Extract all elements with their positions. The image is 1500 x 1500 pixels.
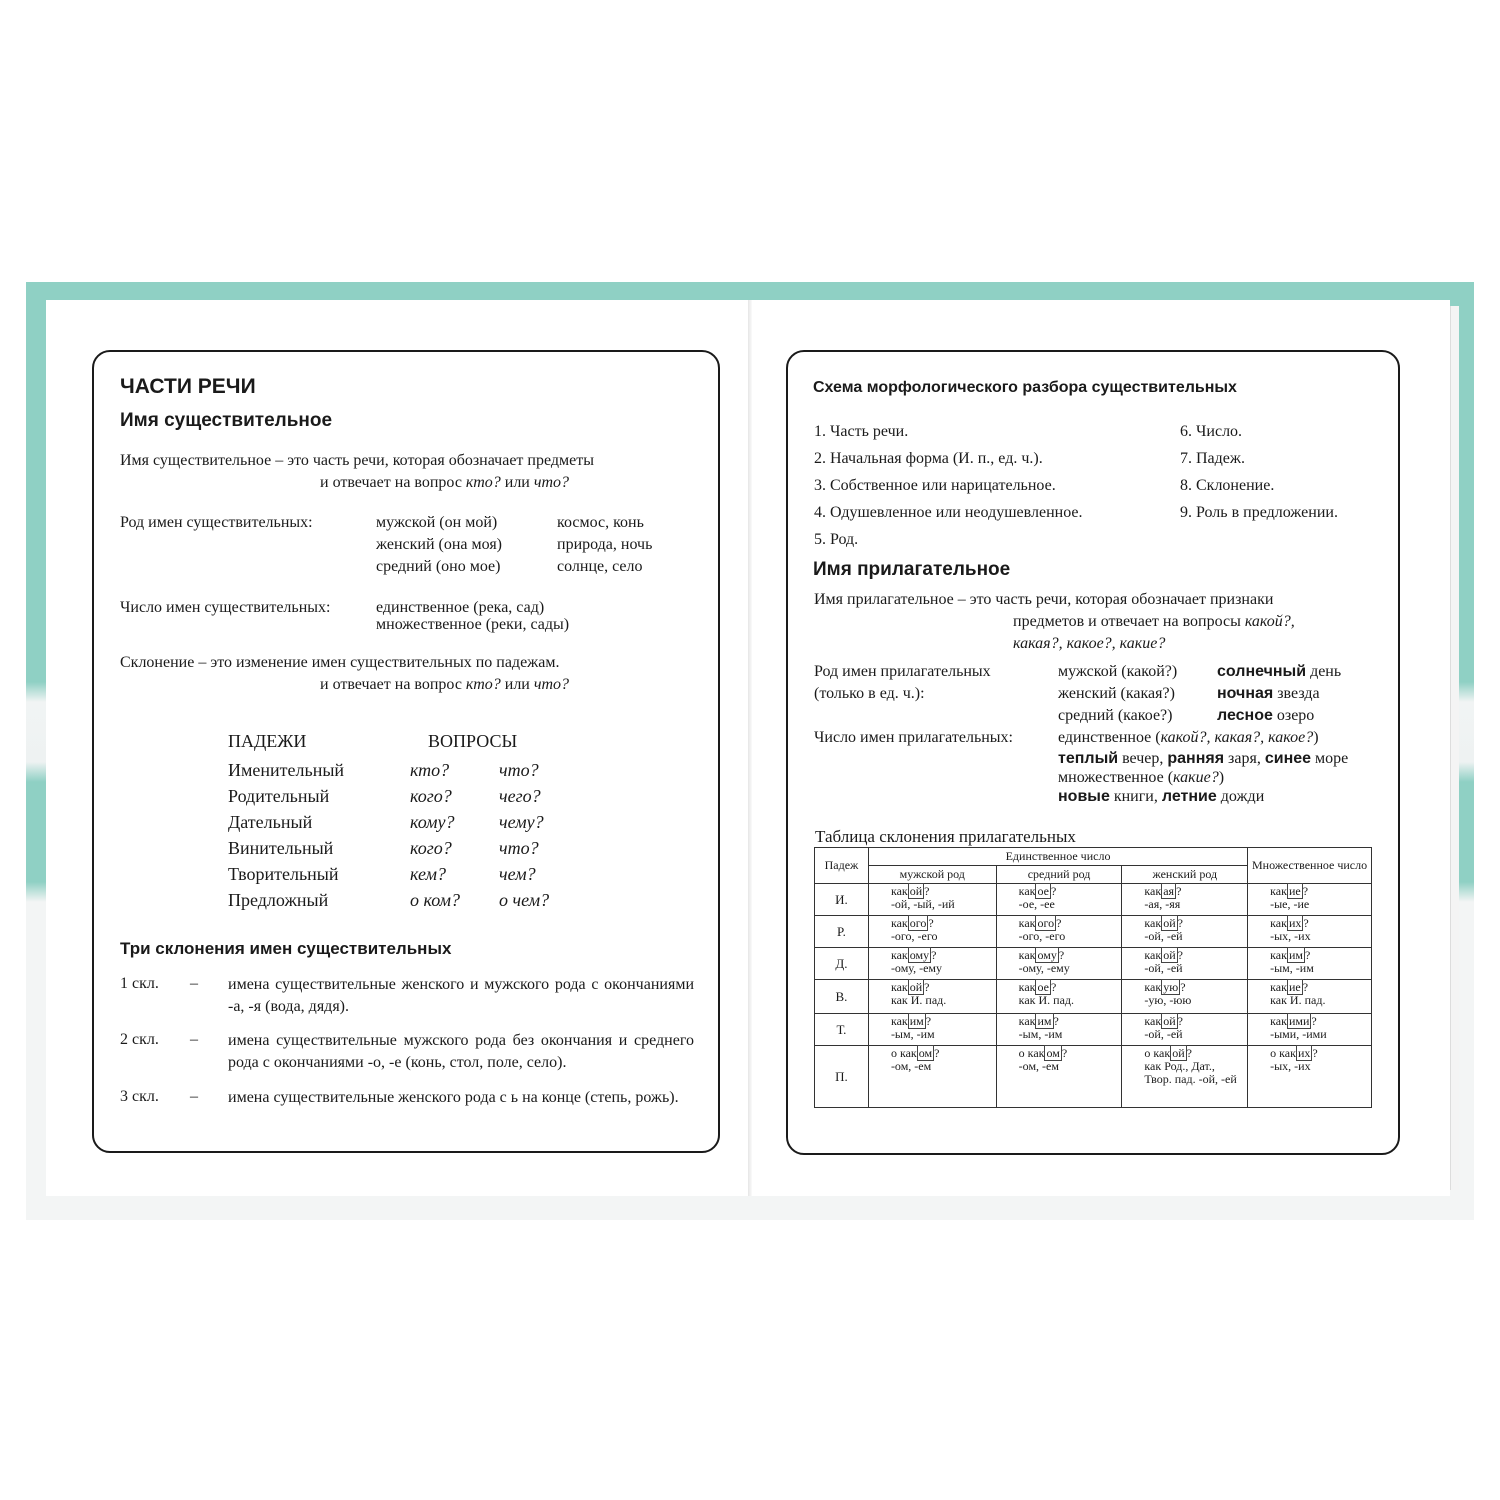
ending-forms: -ое, -ее	[1018, 897, 1055, 911]
gender-example: солнце, село	[557, 558, 643, 575]
question-word: как им ?	[890, 1014, 932, 1028]
table-row	[815, 884, 1372, 916]
ending-box: ое	[1037, 884, 1049, 898]
table-header-row	[815, 848, 1372, 866]
ending-box: ой	[1163, 948, 1176, 962]
case-question: кому?	[410, 812, 455, 832]
table-body	[815, 884, 1372, 1108]
ending-cell	[1122, 948, 1248, 980]
ending-cell	[996, 980, 1122, 1014]
declension-label: 3 скл.	[120, 1088, 159, 1105]
ending-forms: -ой, -ей	[1144, 929, 1183, 943]
case-cell: Р.	[815, 916, 869, 948]
ending-box: ой	[1172, 1046, 1185, 1060]
case-question: о ком?	[410, 890, 461, 910]
ending-cell	[1122, 1046, 1248, 1108]
cases-header: ПАДЕЖИ	[228, 731, 307, 751]
ending-forms: -ую, -юю	[1144, 993, 1192, 1007]
ending-cell	[1248, 884, 1372, 916]
three-declensions-heading: Три склонения имен существительных	[120, 939, 452, 958]
question-word: как ое ?	[1018, 884, 1057, 898]
scheme-heading: Схема морфологического разбора существительных	[813, 379, 1237, 396]
table-row	[815, 916, 1372, 948]
header-masculine: мужской род	[868, 866, 996, 884]
ending-cell	[868, 980, 996, 1014]
question-word: как ого ?	[890, 916, 934, 930]
ending-forms: как И. пад.	[1270, 993, 1326, 1007]
noun-definition-line1: Имя существительное – это часть речи, которая обозначает предметы	[120, 452, 594, 469]
header-neuter: средний род	[996, 866, 1122, 884]
question-word: как ой ?	[1144, 916, 1183, 930]
adj-singular: единственное (какой?, какая?, какое?)	[1058, 729, 1319, 746]
question-word: как ую ?	[1144, 980, 1186, 994]
header-feminine: женский род	[1122, 866, 1248, 884]
ending-cell	[868, 1046, 996, 1108]
ending-forms: -ой, -ей	[1144, 961, 1183, 975]
ending-forms: -ая, -яя	[1144, 897, 1181, 911]
scheme-item: 9. Роль в предложении.	[1180, 504, 1338, 521]
ending-forms: -ым, -им	[1270, 961, 1314, 975]
number-form: множественное (реки, сады)	[376, 616, 570, 633]
scheme-item: 6. Число.	[1180, 423, 1243, 440]
gender-name: мужской (он мой)	[376, 514, 498, 531]
case-question: чем?	[499, 864, 536, 884]
ending-forms: -ого, -его	[890, 929, 938, 943]
question-word: как ими ?	[1270, 1014, 1317, 1028]
adjective-definition-line3: какая?, какое?, какие?	[1013, 635, 1166, 652]
page-fold	[748, 300, 752, 1196]
scheme-item: 1. Часть речи.	[814, 423, 909, 440]
case-name: Родительный	[228, 786, 330, 806]
ending-cell	[868, 1014, 996, 1046]
page-edge	[1450, 306, 1459, 1190]
case-cell: Т.	[815, 1014, 869, 1046]
ending-cell	[1122, 980, 1248, 1014]
ending-forms: -ых, -их	[1270, 1059, 1311, 1073]
question-word: как ого ?	[1018, 916, 1062, 930]
case-cell: И.	[815, 884, 869, 916]
ending-box: ой	[909, 980, 923, 994]
adj-gender-example: ночная звезда	[1217, 685, 1320, 702]
ending-cell	[868, 884, 996, 916]
ending-box: их	[1288, 916, 1302, 930]
ending-forms: -ого, -его	[1018, 929, 1066, 943]
ending-box: ая	[1163, 884, 1175, 898]
adj-number-label: Число имен прилагательных:	[814, 729, 1013, 746]
table-row	[815, 1014, 1372, 1046]
ending-box: ой	[1163, 1014, 1176, 1028]
scheme-item: 4. Одушевленное или неодушевленное.	[814, 504, 1083, 521]
ending-cell	[1122, 916, 1248, 948]
question-word: о как ом ?	[890, 1046, 940, 1060]
case-question: кого?	[410, 786, 452, 806]
case-name: Творительный	[228, 864, 339, 884]
scheme-item: 5. Род.	[814, 531, 859, 548]
ending-cell	[996, 1046, 1122, 1108]
ending-box: ого	[1037, 916, 1055, 930]
ending-cell	[868, 916, 996, 948]
ending-forms: -ых, -их	[1270, 929, 1311, 943]
ending-box: им	[1037, 1014, 1052, 1028]
question-word: как им ?	[1018, 1014, 1059, 1028]
ending-box: ими	[1288, 1014, 1310, 1028]
ending-box: ую	[1163, 980, 1179, 994]
declension-text: имена существительные женского рода с ь на конце (степь, рожь).	[228, 1089, 679, 1106]
ending-box: ом	[918, 1046, 933, 1060]
declension-dash: –	[190, 1088, 198, 1105]
adj-plural: множественное (какие?)	[1058, 769, 1225, 786]
ending-cell	[1248, 948, 1372, 980]
table-row	[815, 948, 1372, 980]
ending-forms: -ым, -им	[1018, 1027, 1063, 1041]
question-word: как ому ?	[1018, 948, 1065, 962]
table-row	[815, 1046, 1372, 1108]
case-question: кто?	[410, 760, 450, 780]
ending-cell	[868, 948, 996, 980]
ending-box: им	[909, 1014, 924, 1028]
case-cell: Д.	[815, 948, 869, 980]
ending-box: ой	[909, 884, 923, 898]
declension-definition-line1: Склонение – это изменение имен существительных по падежам.	[120, 654, 560, 671]
question-word: как ой ?	[890, 884, 930, 898]
ending-forms: как Род., Дат., Твор. пад. -ой, -ей	[1144, 1059, 1237, 1086]
declension-dash: –	[190, 975, 198, 992]
question-word: как ой ?	[890, 980, 930, 994]
adjective-declension-table	[814, 847, 1372, 1108]
declension-dash: –	[190, 1031, 198, 1048]
gender-example: космос, конь	[557, 514, 644, 531]
declension-text: имена существительные женского и мужского рода с окончаниями -а, -я (вода, дядя).	[228, 976, 694, 1015]
adj-gender-label: Род имен прилагательных	[814, 663, 991, 680]
ending-forms: как И. пад.	[890, 993, 947, 1007]
ending-forms: -ые, -ие	[1270, 897, 1310, 911]
ending-cell	[1248, 980, 1372, 1014]
scheme-item: 8. Склонение.	[1180, 477, 1275, 494]
scheme-item: 7. Падеж.	[1180, 450, 1245, 467]
adj-gender-name: мужской (какой?)	[1058, 663, 1178, 680]
adj-gender-name: средний (какое?)	[1058, 707, 1173, 724]
case-question: чего?	[499, 786, 541, 806]
ending-cell	[996, 948, 1122, 980]
case-name: Дательный	[228, 812, 313, 832]
ending-box: ого	[909, 916, 927, 930]
adj-singular-examples: теплый вечер, ранняя заря, синее море	[1058, 750, 1349, 767]
adj-gender-name: женский (какая?)	[1058, 685, 1175, 702]
page-title: ЧАСТИ РЕЧИ	[120, 375, 256, 398]
case-question: о чем?	[499, 890, 550, 910]
ending-cell	[1248, 1014, 1372, 1046]
adjective-definition-line2: предметов и отвечает на вопросы какой?,	[1013, 613, 1295, 630]
case-question: чему?	[499, 812, 544, 832]
ending-forms: -ому, -ему	[890, 961, 943, 975]
ending-box: ой	[1163, 916, 1176, 930]
case-question: что?	[499, 760, 539, 780]
question-word: о как ом ?	[1018, 1046, 1068, 1060]
ending-forms: -ой, -ый, -ий	[890, 897, 955, 911]
ending-box: ому	[1037, 948, 1057, 962]
question-word: как ие ?	[1270, 884, 1309, 898]
noun-number-label: Число имен существительных:	[120, 599, 331, 616]
questions-header: ВОПРОСЫ	[428, 731, 518, 751]
case-question: кого?	[410, 838, 452, 858]
question-word: о как их ?	[1270, 1046, 1318, 1060]
question-word: как ие ?	[1270, 980, 1309, 994]
gender-name: женский (она моя)	[376, 536, 503, 553]
ending-forms: как И. пад.	[1018, 993, 1074, 1007]
ending-box: их	[1297, 1046, 1311, 1060]
ending-cell	[1248, 916, 1372, 948]
ending-box: ом	[1046, 1046, 1060, 1060]
question-word: как ому ?	[890, 948, 937, 962]
question-word: как ой ?	[1144, 1014, 1183, 1028]
question-word: как их ?	[1270, 916, 1309, 930]
header-singular: Единственное число	[868, 848, 1247, 866]
case-cell: П.	[815, 1046, 869, 1108]
declension-label: 1 скл.	[120, 975, 159, 992]
ending-box: ие	[1288, 884, 1301, 898]
ending-forms: -ым, -им	[890, 1027, 935, 1041]
ending-forms: -ом, -ем	[1018, 1059, 1059, 1073]
noun-gender-label: Род имен существительных:	[120, 514, 313, 531]
adjective-definition-line1: Имя прилагательное – это часть речи, которая обозначает признаки	[814, 591, 1274, 608]
case-question: что?	[499, 838, 539, 858]
ending-cell	[1248, 1046, 1372, 1108]
adj-gender-label-note: (только в ед. ч.):	[814, 685, 925, 702]
case-name: Винительный	[228, 838, 334, 858]
declension-text: имена существительные мужского рода без окончания и среднего рода с окончаниями -о, -е (конь, стол, поле, село).	[228, 1032, 694, 1071]
case-name: Именительный	[228, 760, 345, 780]
table-title: Таблица склонения прилагательных	[815, 827, 1076, 846]
question-word: как ое ?	[1018, 980, 1057, 994]
ending-forms: -ому, -ему	[1018, 961, 1070, 975]
ending-cell	[996, 1014, 1122, 1046]
ending-box: ому	[909, 948, 930, 962]
adj-gender-example: лесное озеро	[1217, 707, 1315, 724]
ending-box: им	[1288, 948, 1303, 962]
question-word: как ая ?	[1144, 884, 1182, 898]
ending-forms: -ом, -ем	[890, 1059, 932, 1073]
number-form: единственное (река, сад)	[376, 599, 545, 616]
declension-label: 2 скл.	[120, 1031, 159, 1048]
ending-box: ое	[1037, 980, 1049, 994]
ending-cell	[996, 884, 1122, 916]
noun-definition-line2: и отвечает на вопрос кто? или что?	[320, 474, 570, 491]
noun-heading: Имя существительное	[120, 410, 333, 431]
scheme-item: 3. Собственное или нарицательное.	[814, 477, 1056, 494]
adj-gender-example: солнечный день	[1217, 663, 1342, 680]
gender-name: средний (оно мое)	[376, 558, 501, 575]
adjective-heading: Имя прилагательное	[813, 559, 1011, 580]
ending-cell	[1122, 884, 1248, 916]
header-plural: Множественное число	[1248, 848, 1372, 884]
table-row	[815, 980, 1372, 1014]
declension-definition-line2: и отвечает на вопрос кто? или что?	[320, 676, 570, 693]
adj-plural-examples: новые книги, летние дожди	[1058, 788, 1265, 805]
ending-cell	[996, 916, 1122, 948]
ending-forms: -ыми, -ими	[1270, 1027, 1327, 1041]
scheme-item: 2. Начальная форма (И. п., ед. ч.).	[814, 450, 1043, 467]
case-question: кем?	[410, 864, 446, 884]
case-cell: В.	[815, 980, 869, 1014]
question-word: о как ой ?	[1144, 1046, 1192, 1060]
ending-forms: -ой, -ей	[1144, 1027, 1183, 1041]
question-word: как им ?	[1270, 948, 1311, 962]
header-case: Падеж	[815, 848, 869, 884]
ending-cell	[1122, 1014, 1248, 1046]
question-word: как ой ?	[1144, 948, 1183, 962]
case-name: Предложный	[228, 890, 329, 910]
ending-box: ие	[1288, 980, 1301, 994]
gender-example: природа, ночь	[557, 536, 653, 553]
